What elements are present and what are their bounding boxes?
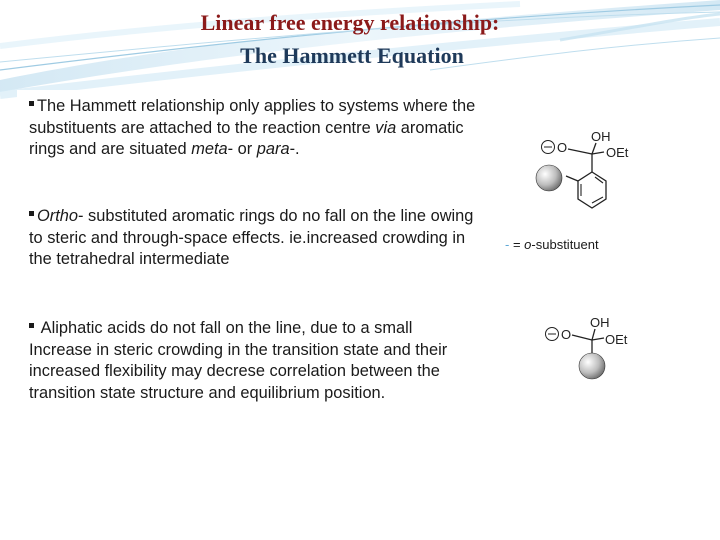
bullet-paragraph-1 (29, 96, 479, 161)
o-minus-label: O (557, 140, 568, 155)
text-run: The Hammett relationship only applies to systems where the substituents are attached to the reaction centre (29, 97, 476, 137)
text-run: - substituted aromatic rings do no fall on the line owing to steric and through-space effects. ie.increased crowding in the tetrahedral intermediate (29, 207, 474, 269)
text-run: para (256, 140, 290, 159)
content-textbox (17, 90, 475, 452)
bullet-paragraph-3 (29, 318, 479, 404)
text-run: aromatic rings and are situated (29, 118, 464, 159)
bullet-paragraph-2 (29, 206, 479, 271)
text-run: -. (289, 140, 300, 159)
bullet-marker (29, 211, 34, 216)
oh-label: OH (591, 129, 611, 144)
text-run: meta (191, 140, 228, 159)
text-run: - or (227, 140, 257, 159)
aliphatic-intermediate-structure (540, 306, 640, 386)
bullet-marker (29, 323, 34, 328)
slide-subtitle: The Hammett Equation (240, 43, 464, 68)
text-run: Ortho (37, 207, 78, 225)
slide-title: Linear free energy relationship: (200, 10, 500, 35)
oh-label: OH (590, 315, 610, 330)
text-run: Aliphatic acids do not fall on the line, due to a small Increase in steric crowding in the transition state and their increased flexibility may decrese correlation between the transition state structure and equilibrium position. (29, 319, 448, 402)
oet-label: OEt (606, 145, 629, 160)
substituent-sphere-icon (579, 353, 605, 379)
ortho-intermediate-structure (530, 126, 658, 254)
substituent-sphere-icon (536, 165, 562, 191)
text-run: via (375, 118, 397, 137)
figure-caption: - = o-substituent (505, 237, 599, 252)
o-minus-label: O (561, 327, 572, 342)
bullet-marker (29, 101, 34, 106)
oet-label: OEt (605, 332, 628, 347)
